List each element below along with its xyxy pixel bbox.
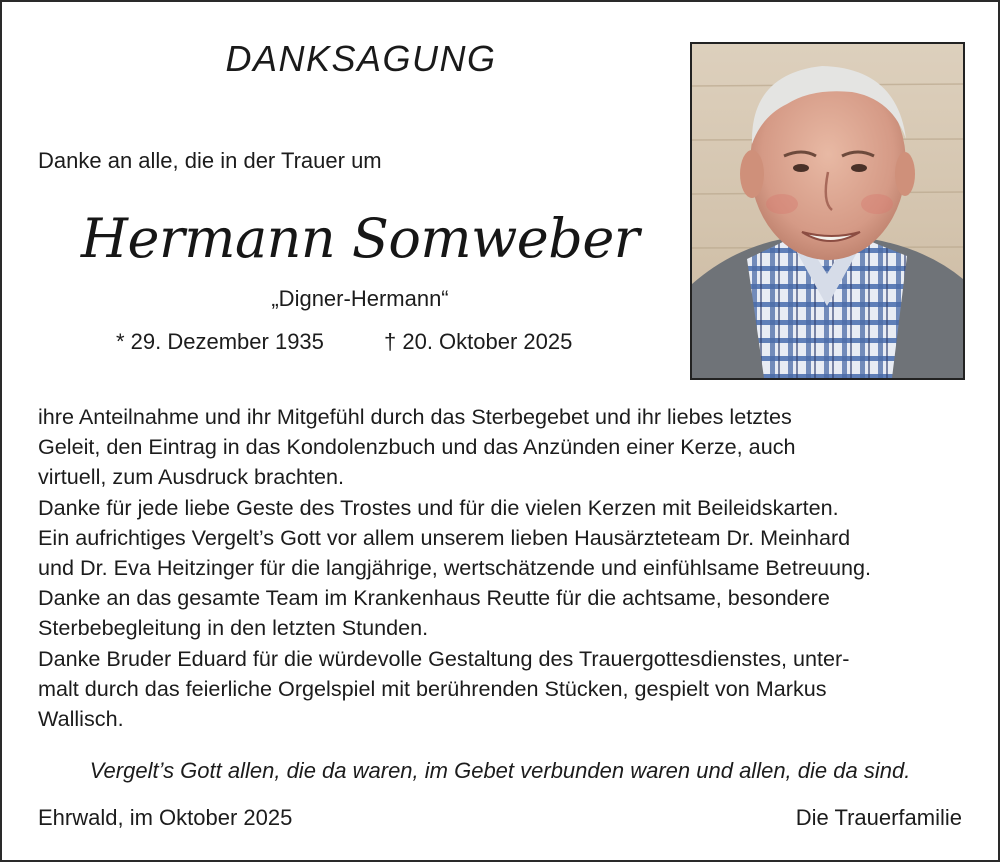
body-line: Ein aufrichtiges Vergelt’s Gott vor allem unserem lieben Hausärzteteam Dr. Meinhard (38, 524, 851, 550)
death-date: † 20. Oktober 2025 (384, 329, 573, 354)
intro-text: Danke an alle, die in der Trauer um (38, 148, 382, 173)
portrait-photo (690, 42, 965, 380)
deceased-nickname: „Digner-Hermann“ (271, 286, 449, 311)
body-line: und Dr. Eva Heitzinger für die langjährige, wertschätzende und einfühlsame Betreuung. (38, 555, 872, 581)
portrait-illustration (692, 44, 963, 378)
heading: DANKSAGUNG (225, 38, 497, 79)
body-line: Danke an das gesamte Team im Krankenhaus Reutte für die achtsame, besondere (38, 585, 830, 611)
body-line: virtuell, zum Ausdruck brachten. (38, 464, 345, 490)
birth-date: * 29. Dezember 1935 (116, 329, 324, 354)
body-line: ihre Anteilnahme und ihr Mitgefühl durch das Sterbegebet und ihr liebes letztes (38, 404, 792, 429)
body-line: Geleit, den Eintrag in das Kondolenzbuch und das Anzünden einer Kerze, auch (38, 434, 796, 460)
place-date: Ehrwald, im Oktober 2025 (38, 805, 293, 830)
signature: Die Trauerfamilie (795, 805, 962, 830)
body-line: Danke Bruder Eduard für die würdevolle Gestaltung des Trauergottesdienstes, unter- (38, 645, 850, 671)
body-text (38, 402, 968, 734)
body-line: Danke für jede liebe Geste des Trostes und für die vielen Kerzen mit Beileidskarten. (38, 494, 839, 520)
body-line: malt durch das feierliche Orgelspiel mit berührenden Stücken, gespielt von Markus (38, 675, 827, 701)
body-line: Sterbebegleitung in den letzten Stunden. (38, 615, 429, 641)
body-line: Wallisch. (38, 706, 124, 732)
closing-line: Vergelt’s Gott allen, die da waren, im Gebet verbunden waren und allen, die da sind. (89, 758, 911, 783)
deceased-name: Hermann Somweber (80, 207, 640, 270)
